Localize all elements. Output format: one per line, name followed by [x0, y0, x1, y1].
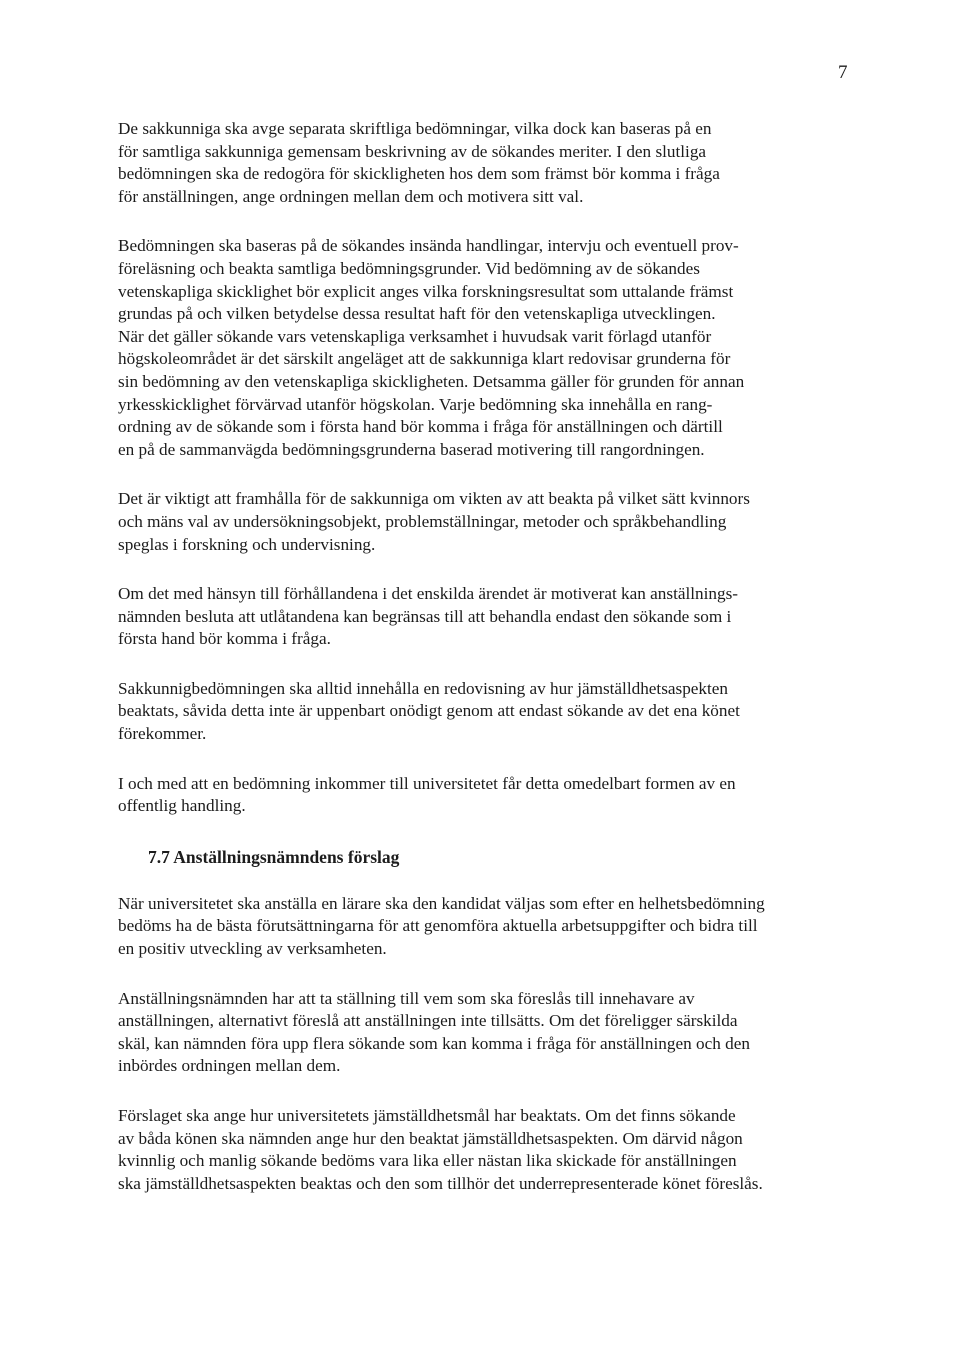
text-line: och mäns val av undersökningsobjekt, problemställningar, metoder och språkbehandling	[118, 511, 727, 531]
text-line: sin bedömning av den vetenskapliga skickligheten. Detsamma gäller för grunden för annan	[118, 371, 745, 391]
paragraph	[118, 988, 853, 1078]
text-line: bedöms ha de bästa förutsättningarna för att genomföra aktuella arbetsuppgifter och bidra till	[118, 916, 758, 936]
text-line: Sakkunnigbedömningen ska alltid innehålla en redovisning av hur jämställdhetsaspekten	[118, 678, 729, 698]
text-line: skäl, kan nämnden föra upp flera sökande som kan komma i fråga för anställningen och den	[118, 1033, 750, 1053]
paragraph	[118, 678, 853, 746]
text-line: Det är viktigt att framhålla för de sakkunniga om vikten av att beakta på vilket sätt kvinnors	[118, 489, 750, 509]
text-line: Anställningsnämnden har att ta ställning till vem som ska föreslås till innehavare av	[118, 988, 695, 1008]
text-line: nämnden besluta att utlåtandena kan begränsas till att behandla endast den sökande som i	[118, 606, 732, 626]
paragraph	[118, 1105, 853, 1195]
paragraph	[118, 235, 853, 461]
text-line: anställningen, alternativt föreslå att anställningen inte tillsätts. Om det föreligger särskilda	[118, 1011, 738, 1031]
text-line: grundas på och vilken betydelse dessa resultat haft för den vetenskapliga utvecklingen.	[118, 304, 716, 324]
text-line: När universitetet ska anställa en lärare ska den kandidat väljas som efter en helhetsbedömning	[118, 893, 765, 913]
paragraph	[118, 583, 853, 651]
text-line: förekommer.	[118, 724, 207, 744]
text-line: ordning av de sökande som i första hand bör komma i fråga för anställningen och därtill	[118, 417, 723, 437]
text-line: De sakkunniga ska avge separata skriftliga bedömningar, vilka dock kan baseras på en	[118, 119, 712, 138]
section-before-heading	[118, 118, 853, 818]
text-line: första hand bör komma i fråga.	[118, 629, 331, 649]
paragraph	[118, 773, 853, 818]
text-line: vetenskapliga skicklighet bör explicit anges vilka forskningsresultat som uttalande främst	[118, 281, 734, 301]
text-line: speglas i forskning och undervisning.	[118, 534, 376, 554]
text-line: offentlig handling.	[118, 796, 246, 816]
text-line: bedömningen ska de redogöra för skickligheten hos dem som främst bör komma i fråga	[118, 164, 720, 184]
section-after-heading	[118, 893, 853, 1196]
text-line: När det gäller sökande vars vetenskapliga verksamhet i huvudsak varit förlagd utanför	[118, 326, 712, 346]
text-line: en på de sammanvägda bedömningsgrunderna baserad motivering till rangordningen.	[118, 439, 705, 459]
text-line: beaktats, såvida detta inte är uppenbart onödigt genom att endast sökande av det ena könet	[118, 701, 740, 721]
text-line: Om det med hänsyn till förhållandena i det enskilda ärendet är motiverat kan anställnings-	[118, 584, 738, 604]
document-body	[118, 118, 853, 1222]
page-number: 7	[838, 62, 848, 83]
text-line: I och med att en bedömning inkommer till universitetet får detta omedelbart formen av en	[118, 773, 736, 793]
text-line: kvinnlig och manlig sökande bedöms vara lika eller nästan lika skickade för anställningen	[118, 1151, 737, 1171]
text-line: föreläsning och beakta samtliga bedömningsgrunder. Vid bedömning av de sökandes	[118, 258, 700, 278]
text-line: högskoleområdet är det särskilt angeläget att de sakkunniga klart redovisar grunderna för	[118, 349, 731, 369]
text-line: Bedömningen ska baseras på de sökandes insända handlingar, intervju och eventuell prov-	[118, 236, 739, 256]
paragraph	[118, 118, 853, 208]
paragraph	[118, 893, 853, 961]
text-line: av båda könen ska nämnden ange hur den beaktat jämställdhetsaspekten. Om därvid någon	[118, 1128, 743, 1148]
text-line: ska jämställdhetsaspekten beaktas och den som tillhör det underrepresenterade könet föreslås.	[118, 1173, 763, 1193]
text-line: en positiv utveckling av verksamheten.	[118, 939, 387, 959]
paragraph	[118, 488, 853, 556]
text-line: Förslaget ska ange hur universitetets jämställdhetsmål har beaktats. Om det finns sökande	[118, 1106, 736, 1125]
text-line: för anställningen, ange ordningen mellan dem och motivera sitt val.	[118, 186, 584, 206]
section-heading: 7.7 Anställningsnämndens förslag	[148, 846, 400, 867]
text-line: för samtliga sakkunniga gemensam beskrivning av de sökandes meriter. I den slutliga	[118, 141, 707, 161]
text-line: yrkesskicklighet förvärvad utanför högskolan. Varje bedömning ska innehålla en rang-	[118, 394, 713, 414]
text-line: inbördes ordningen mellan dem.	[118, 1056, 341, 1076]
